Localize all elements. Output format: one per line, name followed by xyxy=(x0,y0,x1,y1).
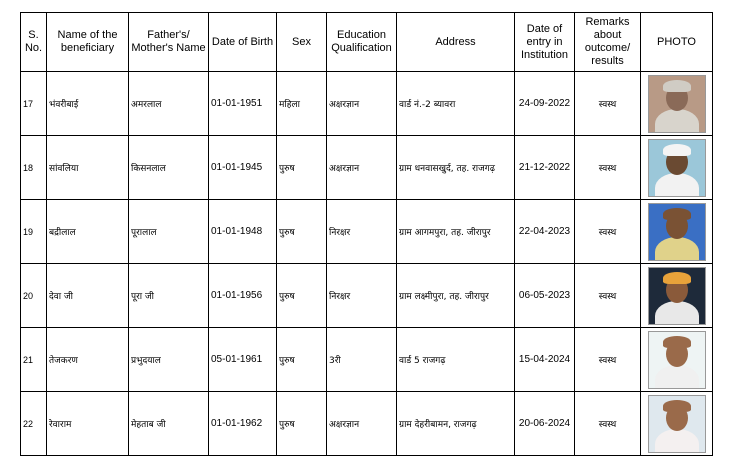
parent-name-cell: किसनलाल xyxy=(129,136,209,200)
table-row xyxy=(21,200,713,264)
address-cell: ग्राम आगमपुरा, तह. जीरापुर xyxy=(397,200,515,264)
beneficiary-photo xyxy=(648,331,706,389)
entry-date-cell: 15-04-2024 xyxy=(515,328,575,392)
beneficiary-table xyxy=(20,12,713,456)
parent-name-cell: मेहताब जी xyxy=(129,392,209,456)
header-remarks: Remarks about outcome/ results xyxy=(575,13,641,72)
photo-headwear xyxy=(663,80,691,92)
address-cell: वार्ड 5 राजगढ़ xyxy=(397,328,515,392)
name-cell: तेजकरण xyxy=(47,328,129,392)
remarks-cell: स्वस्थ xyxy=(575,136,641,200)
name-cell: देवा जी xyxy=(47,264,129,328)
photo-cell xyxy=(641,200,713,264)
dob-cell: 01-01-1948 xyxy=(209,200,277,264)
sno-cell: 22 xyxy=(21,392,47,456)
header-parent-name: Father's/ Mother's Name xyxy=(129,13,209,72)
address-cell: वार्ड नं.-2 ब्यावरा xyxy=(397,72,515,136)
parent-name-cell: अमरलाल xyxy=(129,72,209,136)
photo-cell xyxy=(641,392,713,456)
dob-cell: 05-01-1961 xyxy=(209,328,277,392)
photo-body xyxy=(655,109,699,133)
remarks-cell: स्वस्थ xyxy=(575,328,641,392)
address-cell: ग्राम धनवासखुर्द, तह. राजगढ़ xyxy=(397,136,515,200)
entry-date-cell: 22-04-2023 xyxy=(515,200,575,264)
photo-headwear xyxy=(663,272,691,284)
sex-cell: पुरुष xyxy=(277,392,327,456)
entry-date-cell: 21-12-2022 xyxy=(515,136,575,200)
sno-cell: 20 xyxy=(21,264,47,328)
header-education: Education Qualification xyxy=(327,13,397,72)
beneficiary-photo xyxy=(648,267,706,325)
parent-name-cell: पूरालाल xyxy=(129,200,209,264)
photo-body xyxy=(655,429,699,453)
dob-cell: 01-01-1962 xyxy=(209,392,277,456)
beneficiary-photo xyxy=(648,139,706,197)
table-row xyxy=(21,328,713,392)
address-cell: ग्राम देहरीबामन, राजगढ़ xyxy=(397,392,515,456)
sno-cell: 18 xyxy=(21,136,47,200)
education-cell: अक्षरज्ञान xyxy=(327,136,397,200)
dob-cell: 01-01-1945 xyxy=(209,136,277,200)
dob-cell: 01-01-1951 xyxy=(209,72,277,136)
sex-cell: पुरुष xyxy=(277,136,327,200)
entry-date-cell: 20-06-2024 xyxy=(515,392,575,456)
name-cell: बद्रीलाल xyxy=(47,200,129,264)
remarks-cell: स्वस्थ xyxy=(575,264,641,328)
entry-date-cell: 24-09-2022 xyxy=(515,72,575,136)
sno-cell: 17 xyxy=(21,72,47,136)
sex-cell: पुरुष xyxy=(277,328,327,392)
table-row xyxy=(21,392,713,456)
beneficiary-photo xyxy=(648,75,706,133)
education-cell: अक्षरज्ञान xyxy=(327,392,397,456)
header-name: Name of the beneficiary xyxy=(47,13,129,72)
header-sno: S. No. xyxy=(21,13,47,72)
header-row xyxy=(21,13,713,72)
beneficiary-table-container xyxy=(20,12,713,456)
header-sex: Sex xyxy=(277,13,327,72)
education-cell: निरक्षर xyxy=(327,200,397,264)
name-cell: भंवरीबाई xyxy=(47,72,129,136)
header-address: Address xyxy=(397,13,515,72)
sno-cell: 19 xyxy=(21,200,47,264)
photo-body xyxy=(655,173,699,197)
education-cell: 3री xyxy=(327,328,397,392)
table-row xyxy=(21,264,713,328)
photo-headwear xyxy=(663,400,691,412)
photo-cell xyxy=(641,264,713,328)
sno-cell: 21 xyxy=(21,328,47,392)
photo-headwear xyxy=(663,208,691,220)
entry-date-cell: 06-05-2023 xyxy=(515,264,575,328)
name-cell: सांवलिया xyxy=(47,136,129,200)
photo-body xyxy=(655,237,699,261)
education-cell: निरक्षर xyxy=(327,264,397,328)
sex-cell: पुरुष xyxy=(277,200,327,264)
parent-name-cell: प्रभुदयाल xyxy=(129,328,209,392)
table-row xyxy=(21,72,713,136)
remarks-cell: स्वस्थ xyxy=(575,72,641,136)
beneficiary-photo xyxy=(648,395,706,453)
photo-cell xyxy=(641,328,713,392)
header-entry-date: Date of entry in Institution xyxy=(515,13,575,72)
header-dob: Date of Birth xyxy=(209,13,277,72)
header-photo: PHOTO xyxy=(641,13,713,72)
photo-body xyxy=(655,301,699,325)
remarks-cell: स्वस्थ xyxy=(575,200,641,264)
parent-name-cell: पूरा जी xyxy=(129,264,209,328)
sex-cell: पुरुष xyxy=(277,264,327,328)
beneficiary-photo xyxy=(648,203,706,261)
photo-headwear xyxy=(663,336,691,348)
address-cell: ग्राम लक्ष्मीपुरा, तह. जीरापुर xyxy=(397,264,515,328)
sex-cell: महिला xyxy=(277,72,327,136)
remarks-cell: स्वस्थ xyxy=(575,392,641,456)
education-cell: अक्षरज्ञान xyxy=(327,72,397,136)
photo-cell xyxy=(641,72,713,136)
table-row xyxy=(21,136,713,200)
dob-cell: 01-01-1956 xyxy=(209,264,277,328)
photo-cell xyxy=(641,136,713,200)
photo-headwear xyxy=(663,144,691,156)
name-cell: रेवाराम xyxy=(47,392,129,456)
photo-body xyxy=(655,365,699,389)
